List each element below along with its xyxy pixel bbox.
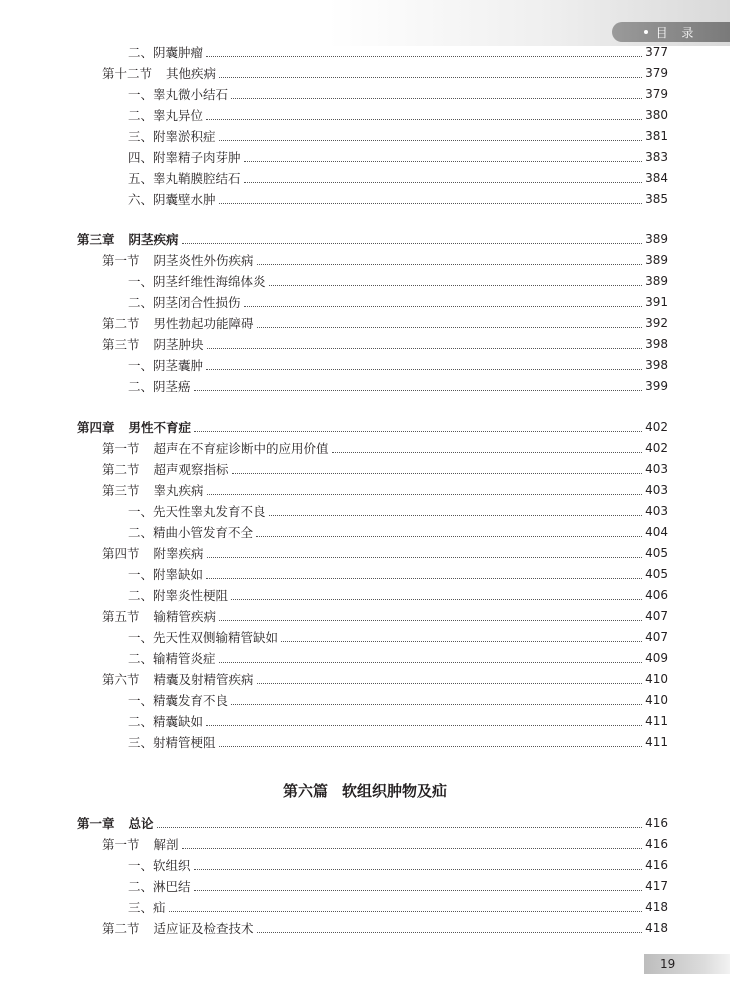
toc-entry-number: 三、疝 bbox=[128, 900, 166, 915]
dot-leader bbox=[157, 818, 643, 828]
toc-entry-title: 附睾疾病 bbox=[153, 546, 204, 561]
dot-leader bbox=[219, 653, 643, 663]
toc-entry-title: 阴茎疾病 bbox=[128, 232, 179, 247]
toc-entry-label bbox=[128, 586, 228, 604]
toc-entry-label bbox=[128, 502, 266, 520]
toc-subsection-entry[interactable] bbox=[128, 856, 668, 874]
toc-page-number: 384 bbox=[645, 171, 668, 185]
toc-page-number: 383 bbox=[645, 150, 668, 164]
toc-entry-label bbox=[102, 251, 254, 269]
toc-entry-number: 一、软组织 bbox=[128, 858, 191, 873]
toc-entry-number: 第三节 bbox=[102, 483, 140, 498]
toc-section-entry[interactable] bbox=[102, 251, 668, 269]
dot-leader bbox=[257, 923, 643, 933]
page-number-text: 19 bbox=[660, 957, 676, 971]
toc-subsection-entry[interactable] bbox=[128, 293, 668, 311]
toc-page-number: 410 bbox=[645, 672, 668, 686]
toc-entry-label bbox=[102, 439, 329, 457]
toc-page-number: 402 bbox=[645, 441, 668, 455]
toc-entry-number: 一、阴茎囊肿 bbox=[128, 358, 204, 373]
toc-entry-label bbox=[102, 544, 204, 562]
toc-entry-number: 四、附睾精子肉芽肿 bbox=[128, 150, 241, 165]
toc-entry-label bbox=[128, 898, 166, 916]
toc-entry-number: 第二节 bbox=[102, 462, 140, 477]
toc-entry-number: 二、淋巴结 bbox=[128, 879, 191, 894]
toc-page-number: 407 bbox=[645, 630, 668, 644]
toc-page-number: 403 bbox=[645, 483, 668, 497]
toc-entry-number: 一、阴茎纤维性海绵体炎 bbox=[128, 274, 266, 289]
toc-entry-number: 一、精囊发育不良 bbox=[128, 693, 229, 708]
toc-subsection-entry[interactable] bbox=[128, 733, 668, 751]
toc-page-number: 392 bbox=[645, 316, 668, 330]
toc-page-number: 418 bbox=[645, 900, 668, 914]
toc-page-number: 416 bbox=[645, 837, 668, 851]
toc-entry-number: 一、睾丸微小结石 bbox=[128, 87, 229, 102]
toc-page-number: 407 bbox=[645, 609, 668, 623]
dot-leader bbox=[244, 297, 643, 307]
toc-entry-number: 二、附睾炎性梗阻 bbox=[128, 588, 229, 603]
dot-leader bbox=[332, 443, 643, 453]
toc-entry-number: 六、阴囊壁水肿 bbox=[128, 192, 216, 207]
toc-entry-label bbox=[128, 877, 191, 895]
toc-subsection-entry[interactable] bbox=[128, 43, 668, 61]
toc-entry-number: 二、精曲小管发育不全 bbox=[128, 525, 254, 540]
toc-page-number: 404 bbox=[645, 525, 668, 539]
toc-page-number: 391 bbox=[645, 295, 668, 309]
dot-leader bbox=[244, 152, 643, 162]
toc-entry-label bbox=[102, 835, 179, 853]
toc-section-entry[interactable] bbox=[102, 314, 668, 332]
toc-entry-label bbox=[128, 169, 241, 187]
toc-entry-label bbox=[102, 64, 216, 82]
toc-page-number: 389 bbox=[645, 274, 668, 288]
toc-page-number: 405 bbox=[645, 546, 668, 560]
dot-leader bbox=[182, 839, 643, 849]
toc-entry-number: 二、阴茎癌 bbox=[128, 379, 191, 394]
toc-entry-title: 其他疾病 bbox=[166, 66, 217, 81]
page-number bbox=[644, 954, 730, 974]
toc-entry-label bbox=[77, 230, 179, 248]
toc-page-number: 409 bbox=[645, 651, 668, 665]
dot-leader bbox=[182, 234, 643, 244]
toc-page-number: 417 bbox=[645, 879, 668, 893]
toc-page-number: 380 bbox=[645, 108, 668, 122]
toc-entry-number: 一、附睾缺如 bbox=[128, 567, 204, 582]
dot-leader bbox=[207, 485, 643, 495]
toc-page-number: 377 bbox=[645, 45, 668, 59]
dot-leader bbox=[269, 506, 643, 516]
dot-leader bbox=[269, 276, 643, 286]
toc-subsection-entry[interactable] bbox=[128, 272, 668, 290]
toc-page-number: 402 bbox=[645, 420, 668, 434]
toc-entry-number: 第二节 bbox=[102, 921, 140, 936]
toc-chapter-entry[interactable] bbox=[77, 814, 668, 832]
toc-subsection-entry[interactable] bbox=[128, 502, 668, 520]
toc-subsection-entry[interactable] bbox=[128, 565, 668, 583]
section-title: 目 录 bbox=[655, 25, 699, 40]
toc-entry-number: 三、射精管梗阻 bbox=[128, 735, 216, 750]
toc-page-number: 381 bbox=[645, 129, 668, 143]
dot-leader bbox=[219, 611, 642, 621]
toc-entry-label bbox=[102, 670, 254, 688]
toc-entry-label bbox=[102, 481, 204, 499]
toc-section-entry[interactable] bbox=[102, 481, 668, 499]
toc-entry-number: 第二节 bbox=[102, 316, 140, 331]
toc-entry-title: 超声观察指标 bbox=[153, 462, 229, 477]
toc-page-number: 399 bbox=[645, 379, 668, 393]
toc-entry-label bbox=[128, 127, 216, 145]
toc-entry-number: 二、阴囊肿瘤 bbox=[128, 45, 204, 60]
dot-leader bbox=[281, 632, 642, 642]
dot-leader bbox=[232, 464, 643, 474]
toc-page-number: 418 bbox=[645, 921, 668, 935]
toc-entry-number: 第六节 bbox=[102, 672, 140, 687]
toc-entry-label bbox=[128, 649, 216, 667]
toc-page-number: 379 bbox=[645, 87, 668, 101]
part-prefix: 第六篇 bbox=[282, 782, 328, 800]
toc-entry-number: 第一节 bbox=[102, 837, 140, 852]
toc-subsection-entry[interactable] bbox=[128, 106, 668, 124]
toc-entry-title: 总论 bbox=[128, 816, 154, 831]
toc-entry-label bbox=[128, 733, 216, 751]
dot-leader bbox=[231, 695, 642, 705]
toc-entry-number: 第四节 bbox=[102, 546, 140, 561]
toc-page-number: 411 bbox=[645, 735, 668, 749]
toc-entry-label bbox=[128, 190, 216, 208]
toc-entry-label bbox=[102, 919, 254, 937]
toc-section-entry[interactable] bbox=[102, 439, 668, 457]
toc-entry-label bbox=[77, 418, 191, 436]
toc-entry-label bbox=[77, 814, 154, 832]
toc-page-number: 385 bbox=[645, 192, 668, 206]
toc-entry-label bbox=[128, 293, 241, 311]
dot-leader bbox=[257, 318, 643, 328]
dot-leader bbox=[194, 860, 643, 870]
toc-page-number: 411 bbox=[645, 714, 668, 728]
dot-leader bbox=[257, 674, 643, 684]
toc-entry-number: 二、睾丸异位 bbox=[128, 108, 204, 123]
toc-entry-title: 适应证及检查技术 bbox=[153, 921, 254, 936]
toc-section-entry[interactable] bbox=[102, 544, 668, 562]
toc-subsection-entry[interactable] bbox=[128, 877, 668, 895]
toc-entry-label bbox=[128, 356, 203, 374]
part-title bbox=[0, 780, 730, 801]
dot-leader bbox=[206, 716, 642, 726]
toc-entry-label bbox=[128, 565, 203, 583]
toc-section-entry[interactable] bbox=[102, 64, 668, 82]
toc-page-number: 416 bbox=[645, 816, 668, 830]
toc-entry-number: 二、输精管炎症 bbox=[128, 651, 216, 666]
part-name: 软组织肿物及疝 bbox=[342, 782, 448, 800]
toc-entry-title: 睾丸疾病 bbox=[153, 483, 204, 498]
toc-entry-label bbox=[102, 314, 254, 332]
dot-leader bbox=[206, 360, 642, 370]
toc-subsection-entry[interactable] bbox=[128, 127, 668, 145]
toc-subsection-entry[interactable] bbox=[128, 691, 668, 709]
section-tab bbox=[612, 22, 730, 42]
toc-entry-title: 精囊及射精管疾病 bbox=[153, 672, 254, 687]
toc-entry-label bbox=[128, 148, 241, 166]
dot-leader bbox=[257, 255, 643, 265]
toc-subsection-entry[interactable] bbox=[128, 148, 668, 166]
dot-leader bbox=[231, 590, 642, 600]
toc-entry-title: 男性不育症 bbox=[128, 420, 192, 435]
toc-entry-number: 第四章 bbox=[77, 420, 115, 435]
toc-subsection-entry[interactable] bbox=[128, 898, 668, 916]
toc-section-entry[interactable] bbox=[102, 335, 668, 353]
toc-entry-number: 第三节 bbox=[102, 337, 140, 352]
bullet-icon bbox=[644, 30, 648, 34]
toc-entry-number: 第五节 bbox=[102, 609, 140, 624]
dot-leader bbox=[244, 173, 643, 183]
toc-entry-title: 超声在不育症诊断中的应用价值 bbox=[153, 441, 329, 456]
toc-entry-label bbox=[102, 460, 229, 478]
dot-leader bbox=[256, 527, 642, 537]
toc-subsection-entry[interactable] bbox=[128, 712, 668, 730]
toc-subsection-entry[interactable] bbox=[128, 586, 668, 604]
toc-subsection-entry[interactable] bbox=[128, 523, 668, 541]
dot-leader bbox=[206, 47, 642, 57]
toc-entry-label bbox=[102, 335, 204, 353]
toc-section-entry[interactable] bbox=[102, 835, 668, 853]
dot-leader bbox=[219, 68, 642, 78]
toc-entry-number: 三、附睾淤积症 bbox=[128, 129, 216, 144]
toc-section-entry[interactable] bbox=[102, 919, 668, 937]
toc-entry-title: 输精管疾病 bbox=[153, 609, 217, 624]
toc-section-entry[interactable] bbox=[102, 670, 668, 688]
toc-entry-title: 解剖 bbox=[153, 837, 179, 852]
toc-chapter-entry[interactable] bbox=[77, 418, 668, 436]
dot-leader bbox=[194, 422, 642, 432]
toc-entry-number: 二、阴茎闭合性损伤 bbox=[128, 295, 241, 310]
toc-entry-number: 二、精囊缺如 bbox=[128, 714, 204, 729]
dot-leader bbox=[169, 902, 643, 912]
toc-entry-number: 第三章 bbox=[77, 232, 115, 247]
dot-leader bbox=[194, 881, 643, 891]
toc-subsection-entry[interactable] bbox=[128, 649, 668, 667]
toc-entry-label bbox=[128, 85, 228, 103]
toc-entry-number: 一、先天性双侧输精管缺如 bbox=[128, 630, 279, 645]
toc-subsection-entry[interactable] bbox=[128, 356, 668, 374]
toc-subsection-entry[interactable] bbox=[128, 377, 668, 395]
toc-entry-number: 第十二节 bbox=[102, 66, 153, 81]
toc-page-number: 405 bbox=[645, 567, 668, 581]
toc-entry-label bbox=[128, 856, 191, 874]
dot-leader bbox=[206, 569, 642, 579]
toc-page-number: 389 bbox=[645, 232, 668, 246]
toc-subsection-entry[interactable] bbox=[128, 628, 668, 646]
toc-entry-label bbox=[128, 523, 253, 541]
toc-entry-label bbox=[128, 691, 228, 709]
toc-page-number: 398 bbox=[645, 358, 668, 372]
toc-entry-title: 阴茎肿块 bbox=[153, 337, 204, 352]
toc-section-entry[interactable] bbox=[102, 607, 668, 625]
toc-entry-number: 第一节 bbox=[102, 441, 140, 456]
toc-entry-label bbox=[128, 628, 278, 646]
toc-page-number: 398 bbox=[645, 337, 668, 351]
toc-entry-title: 阴茎炎性外伤疾病 bbox=[153, 253, 254, 268]
toc-section-entry[interactable] bbox=[102, 460, 668, 478]
toc-page-number: 389 bbox=[645, 253, 668, 267]
toc-page-number: 410 bbox=[645, 693, 668, 707]
toc-subsection-entry[interactable] bbox=[128, 85, 668, 103]
dot-leader bbox=[219, 131, 643, 141]
dot-leader bbox=[219, 194, 643, 204]
dot-leader bbox=[231, 89, 642, 99]
toc-entry-number: 五、睾丸鞘膜腔结石 bbox=[128, 171, 241, 186]
toc-entry-number: 第一节 bbox=[102, 253, 140, 268]
toc-entry-label bbox=[128, 43, 203, 61]
toc-page-number: 403 bbox=[645, 462, 668, 476]
toc-entry-label bbox=[128, 272, 266, 290]
dot-leader bbox=[207, 339, 643, 349]
toc-page-number: 403 bbox=[645, 504, 668, 518]
toc-entry-label bbox=[128, 106, 203, 124]
toc-subsection-entry[interactable] bbox=[128, 190, 668, 208]
toc-page-number: 416 bbox=[645, 858, 668, 872]
toc-page-number: 406 bbox=[645, 588, 668, 602]
dot-leader bbox=[207, 548, 643, 558]
toc-subsection-entry[interactable] bbox=[128, 169, 668, 187]
toc-entry-label bbox=[128, 377, 191, 395]
toc-entry-number: 一、先天性睾丸发育不良 bbox=[128, 504, 266, 519]
toc-chapter-entry[interactable] bbox=[77, 230, 668, 248]
toc-entry-title: 男性勃起功能障碍 bbox=[153, 316, 254, 331]
dot-leader bbox=[194, 381, 643, 391]
toc-entry-label bbox=[128, 712, 203, 730]
dot-leader bbox=[206, 110, 642, 120]
dot-leader bbox=[219, 737, 643, 747]
toc-entry-label bbox=[102, 607, 216, 625]
toc-entry-number: 第一章 bbox=[77, 816, 115, 831]
toc-page-number: 379 bbox=[645, 66, 668, 80]
